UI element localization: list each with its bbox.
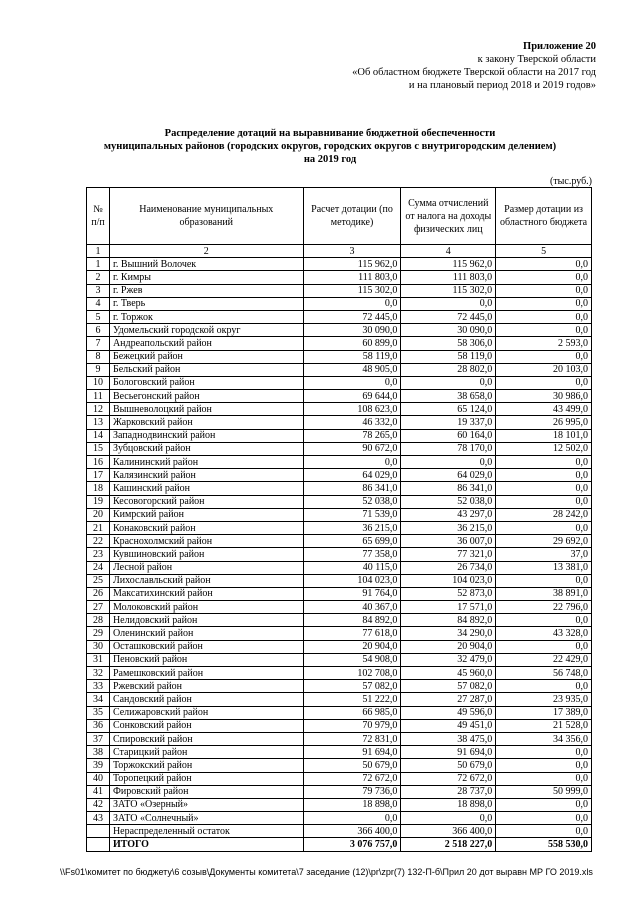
row-number: 29 [87, 627, 110, 640]
municipality-name: Фировский район [109, 785, 303, 798]
calc-value: 77 618,0 [303, 627, 401, 640]
grant-value: 2 593,0 [496, 337, 592, 350]
header-num: № п/п [87, 188, 110, 245]
tax-value: 84 892,0 [401, 614, 496, 627]
table-row [87, 601, 592, 614]
grant-value: 38 891,0 [496, 587, 592, 600]
row-number: 9 [87, 363, 110, 376]
tax-value: 49 451,0 [401, 719, 496, 732]
table-row [87, 442, 592, 455]
municipality-name: Осташковский район [109, 640, 303, 653]
tax-value: 36 215,0 [401, 521, 496, 534]
total-num [87, 838, 110, 851]
table-row [87, 390, 592, 403]
row-number: 8 [87, 350, 110, 363]
row-number: 18 [87, 482, 110, 495]
total-label: ИТОГО [109, 838, 303, 851]
row-number: 35 [87, 706, 110, 719]
municipality-name: Калининский район [109, 456, 303, 469]
grant-value: 43 499,0 [496, 403, 592, 416]
tax-value: 52 873,0 [401, 587, 496, 600]
calc-value: 57 082,0 [303, 680, 401, 693]
grant-value: 0,0 [496, 574, 592, 587]
municipality-name: Старицкий район [109, 746, 303, 759]
table-row [87, 535, 592, 548]
grant-value: 0,0 [496, 614, 592, 627]
tax-value: 52 038,0 [401, 495, 496, 508]
header-calc: Расчет дотации (по методике) [303, 188, 401, 245]
tax-value: 57 082,0 [401, 680, 496, 693]
grant-value: 0,0 [496, 495, 592, 508]
grant-value: 0,0 [496, 297, 592, 310]
tax-value: 0,0 [401, 376, 496, 389]
municipality-name: Западнодвинский район [109, 429, 303, 442]
calc-value: 0,0 [303, 297, 401, 310]
municipality-name: Селижаровский район [109, 706, 303, 719]
row-number: 6 [87, 324, 110, 337]
table-row [87, 548, 592, 561]
calc-value: 48 905,0 [303, 363, 401, 376]
row-number [87, 825, 110, 838]
row-number: 42 [87, 798, 110, 811]
grant-value: 22 796,0 [496, 601, 592, 614]
tax-value: 72 445,0 [401, 310, 496, 323]
tax-value: 17 571,0 [401, 601, 496, 614]
tax-value: 28 802,0 [401, 363, 496, 376]
municipality-name: г. Тверь [109, 297, 303, 310]
title-line: на 2019 год [303, 154, 357, 165]
tax-value: 104 023,0 [401, 574, 496, 587]
municipality-name: Калязинский район [109, 469, 303, 482]
calc-value: 54 908,0 [303, 653, 401, 666]
calc-value: 69 644,0 [303, 390, 401, 403]
municipality-name: Торжокский район [109, 759, 303, 772]
table-row [87, 614, 592, 627]
row-number: 17 [87, 469, 110, 482]
row-number: 21 [87, 521, 110, 534]
tax-value: 43 297,0 [401, 508, 496, 521]
table-row [87, 627, 592, 640]
appendix-number: Приложение 20 [523, 41, 596, 52]
calc-value: 115 962,0 [303, 258, 401, 271]
calc-value: 51 222,0 [303, 693, 401, 706]
table-row [87, 825, 592, 838]
row-number: 24 [87, 561, 110, 574]
row-number: 39 [87, 759, 110, 772]
table-row [87, 759, 592, 772]
row-number: 1 [87, 258, 110, 271]
grant-value: 0,0 [496, 258, 592, 271]
table-row [87, 403, 592, 416]
tax-value: 28 737,0 [401, 785, 496, 798]
appendix-line: «Об областном бюджете Тверской области на 2017 год [352, 67, 596, 78]
municipality-name: Лесной район [109, 561, 303, 574]
tax-value: 36 007,0 [401, 535, 496, 548]
grant-value: 0,0 [496, 798, 592, 811]
grant-value: 0,0 [496, 271, 592, 284]
tax-value: 45 960,0 [401, 667, 496, 680]
grant-value: 43 328,0 [496, 627, 592, 640]
grant-value: 29 692,0 [496, 535, 592, 548]
row-number: 36 [87, 719, 110, 732]
municipality-name: г. Кимры [109, 271, 303, 284]
calc-value: 50 679,0 [303, 759, 401, 772]
row-number: 32 [87, 667, 110, 680]
table-row [87, 350, 592, 363]
tax-value: 49 596,0 [401, 706, 496, 719]
table-row [87, 653, 592, 666]
table-row [87, 719, 592, 732]
row-number: 33 [87, 680, 110, 693]
calc-value: 46 332,0 [303, 416, 401, 429]
calc-value: 58 119,0 [303, 350, 401, 363]
row-number: 16 [87, 456, 110, 469]
table-row [87, 324, 592, 337]
table-row [87, 456, 592, 469]
municipality-name: Кашинский район [109, 482, 303, 495]
calc-value: 36 215,0 [303, 521, 401, 534]
grant-value: 18 101,0 [496, 429, 592, 442]
table-row [87, 746, 592, 759]
calc-value: 65 699,0 [303, 535, 401, 548]
municipality-name: Бежецкий район [109, 350, 303, 363]
table-row [87, 508, 592, 521]
table-row [87, 640, 592, 653]
row-number: 34 [87, 693, 110, 706]
calc-value: 40 367,0 [303, 601, 401, 614]
municipality-name: Нелидовский район [109, 614, 303, 627]
municipality-name: Ржевский район [109, 680, 303, 693]
row-number: 28 [87, 614, 110, 627]
municipality-name: ЗАТО «Озерный» [109, 798, 303, 811]
row-number: 25 [87, 574, 110, 587]
table-row [87, 812, 592, 825]
calc-value: 30 090,0 [303, 324, 401, 337]
table-row [87, 587, 592, 600]
grant-value: 0,0 [496, 772, 592, 785]
tax-value: 58 306,0 [401, 337, 496, 350]
tax-value: 19 337,0 [401, 416, 496, 429]
title-line: Распределение дотаций на выравнивание бюджетной обеспеченности [164, 128, 496, 139]
calc-value: 77 358,0 [303, 548, 401, 561]
tax-value: 58 119,0 [401, 350, 496, 363]
grant-value: 0,0 [496, 324, 592, 337]
column-number: 5 [496, 245, 592, 258]
row-number: 3 [87, 284, 110, 297]
table-row [87, 574, 592, 587]
municipality-name: ЗАТО «Солнечный» [109, 812, 303, 825]
appendix-line: к закону Тверской области [477, 54, 596, 65]
calc-value: 111 803,0 [303, 271, 401, 284]
grants-table [86, 187, 592, 852]
row-number: 15 [87, 442, 110, 455]
tax-value: 72 672,0 [401, 772, 496, 785]
grant-value: 0,0 [496, 640, 592, 653]
file-path-footer: \\Fs01\комитет по бюджету\6 созыв\Документы комитета\7 заседание (12)\pr\zpr(7) 132-П-б\Прил 20 дот выравн МР ГО 2019.xls [60, 867, 593, 877]
municipality-name: Весьегонский район [109, 390, 303, 403]
municipality-name: Жарковский район [109, 416, 303, 429]
header-grant: Размер дотации из областного бюджета [496, 188, 592, 245]
row-number: 20 [87, 508, 110, 521]
row-number: 2 [87, 271, 110, 284]
tax-value: 65 124,0 [401, 403, 496, 416]
table-row [87, 271, 592, 284]
municipality-name: Нераспределенный остаток [109, 825, 303, 838]
row-number: 40 [87, 772, 110, 785]
tax-value: 27 287,0 [401, 693, 496, 706]
table-row [87, 680, 592, 693]
calc-value: 91 764,0 [303, 587, 401, 600]
grant-value: 30 986,0 [496, 390, 592, 403]
grant-value: 0,0 [496, 812, 592, 825]
municipality-name: Пеновский район [109, 653, 303, 666]
total-grant: 558 530,0 [496, 838, 592, 851]
calc-value: 60 899,0 [303, 337, 401, 350]
title-line: муниципальных районов (городских округов, городских округов с внутригородским делением) [103, 141, 557, 152]
table-row [87, 706, 592, 719]
municipality-name: Бельский район [109, 363, 303, 376]
calc-value: 72 445,0 [303, 310, 401, 323]
table-row [87, 495, 592, 508]
grant-value: 0,0 [496, 482, 592, 495]
row-number: 26 [87, 587, 110, 600]
tax-value: 60 164,0 [401, 429, 496, 442]
table-row [87, 785, 592, 798]
calc-value: 79 736,0 [303, 785, 401, 798]
tax-value: 115 962,0 [401, 258, 496, 271]
table-header-row [87, 188, 592, 245]
table-row [87, 310, 592, 323]
table-row [87, 772, 592, 785]
tax-value: 111 803,0 [401, 271, 496, 284]
municipality-name: Лихославльский район [109, 574, 303, 587]
row-number: 37 [87, 732, 110, 745]
table-row [87, 429, 592, 442]
calc-value: 90 672,0 [303, 442, 401, 455]
table-row [87, 732, 592, 745]
grant-value: 0,0 [496, 759, 592, 772]
municipality-name: Спировский район [109, 732, 303, 745]
grant-value: 17 389,0 [496, 706, 592, 719]
tax-value: 115 302,0 [401, 284, 496, 297]
calc-value: 0,0 [303, 376, 401, 389]
grant-value: 0,0 [496, 746, 592, 759]
calc-value: 104 023,0 [303, 574, 401, 587]
municipality-name: г. Ржев [109, 284, 303, 297]
table-row [87, 798, 592, 811]
municipality-name: Бологовский район [109, 376, 303, 389]
calc-value: 91 694,0 [303, 746, 401, 759]
tax-value: 18 898,0 [401, 798, 496, 811]
grant-value: 0,0 [496, 310, 592, 323]
calc-value: 64 029,0 [303, 469, 401, 482]
document-title [60, 127, 600, 166]
grant-value: 0,0 [496, 284, 592, 297]
calc-value: 72 831,0 [303, 732, 401, 745]
column-number: 4 [401, 245, 496, 258]
grant-value: 0,0 [496, 376, 592, 389]
municipality-name: Андреапольский район [109, 337, 303, 350]
municipality-name: Кесовогорский район [109, 495, 303, 508]
table-row [87, 482, 592, 495]
grant-value: 0,0 [496, 521, 592, 534]
row-number: 4 [87, 297, 110, 310]
grant-value: 13 381,0 [496, 561, 592, 574]
row-number: 43 [87, 812, 110, 825]
grant-value: 0,0 [496, 350, 592, 363]
table-row [87, 363, 592, 376]
calc-value: 66 985,0 [303, 706, 401, 719]
grant-value: 12 502,0 [496, 442, 592, 455]
municipality-name: г. Вышний Волочек [109, 258, 303, 271]
row-number: 12 [87, 403, 110, 416]
column-number: 2 [109, 245, 303, 258]
tax-value: 77 321,0 [401, 548, 496, 561]
table-row [87, 297, 592, 310]
municipality-name: Оленинский район [109, 627, 303, 640]
row-number: 27 [87, 601, 110, 614]
tax-value: 0,0 [401, 297, 496, 310]
municipality-name: Кувшиновский район [109, 548, 303, 561]
header-tax: Сумма отчислений от налога на доходы физических лиц [401, 188, 496, 245]
calc-value: 86 341,0 [303, 482, 401, 495]
grant-value: 0,0 [496, 456, 592, 469]
municipality-name: Зубцовский район [109, 442, 303, 455]
calc-value: 70 979,0 [303, 719, 401, 732]
tax-value: 0,0 [401, 456, 496, 469]
grant-value: 20 103,0 [496, 363, 592, 376]
municipality-name: Удомельский городской округ [109, 324, 303, 337]
total-calc: 3 076 757,0 [303, 838, 401, 851]
municipality-name: Краснохолмский район [109, 535, 303, 548]
grant-value: 28 242,0 [496, 508, 592, 521]
tax-value: 64 029,0 [401, 469, 496, 482]
municipality-name: Сонковский район [109, 719, 303, 732]
grant-value: 37,0 [496, 548, 592, 561]
tax-value: 0,0 [401, 812, 496, 825]
calc-value: 40 115,0 [303, 561, 401, 574]
grant-value: 0,0 [496, 825, 592, 838]
calc-value: 52 038,0 [303, 495, 401, 508]
calc-value: 71 539,0 [303, 508, 401, 521]
row-number: 10 [87, 376, 110, 389]
column-number: 1 [87, 245, 110, 258]
row-number: 5 [87, 310, 110, 323]
grant-value: 0,0 [496, 469, 592, 482]
grant-value: 26 995,0 [496, 416, 592, 429]
grant-value: 0,0 [496, 680, 592, 693]
row-number: 19 [87, 495, 110, 508]
calc-value: 115 302,0 [303, 284, 401, 297]
table-row [87, 416, 592, 429]
municipality-name: Молоковский район [109, 601, 303, 614]
calc-value: 72 672,0 [303, 772, 401, 785]
tax-value: 86 341,0 [401, 482, 496, 495]
tax-value: 78 170,0 [401, 442, 496, 455]
table-body [87, 258, 592, 838]
tax-value: 32 479,0 [401, 653, 496, 666]
row-number: 30 [87, 640, 110, 653]
municipality-name: Максатихинский район [109, 587, 303, 600]
table-row [87, 284, 592, 297]
total-tax: 2 518 227,0 [401, 838, 496, 851]
row-number: 22 [87, 535, 110, 548]
table-row [87, 376, 592, 389]
calc-value: 366 400,0 [303, 825, 401, 838]
row-number: 31 [87, 653, 110, 666]
municipality-name: Рамешковский район [109, 667, 303, 680]
column-number: 3 [303, 245, 401, 258]
grant-value: 56 748,0 [496, 667, 592, 680]
tax-value: 91 694,0 [401, 746, 496, 759]
calc-value: 18 898,0 [303, 798, 401, 811]
municipality-name: Конаковский район [109, 521, 303, 534]
grant-value: 21 528,0 [496, 719, 592, 732]
calc-value: 84 892,0 [303, 614, 401, 627]
municipality-name: Кимрский район [109, 508, 303, 521]
table-row [87, 561, 592, 574]
municipality-name: Вышневолоцкий район [109, 403, 303, 416]
grant-value: 23 935,0 [496, 693, 592, 706]
calc-value: 108 623,0 [303, 403, 401, 416]
units-label: (тыс.руб.) [549, 176, 592, 187]
row-number: 41 [87, 785, 110, 798]
tax-value: 50 679,0 [401, 759, 496, 772]
calc-value: 102 708,0 [303, 667, 401, 680]
calc-value: 20 904,0 [303, 640, 401, 653]
table-row [87, 258, 592, 271]
tax-value: 366 400,0 [401, 825, 496, 838]
table-row [87, 469, 592, 482]
row-number: 38 [87, 746, 110, 759]
row-number: 23 [87, 548, 110, 561]
row-number: 13 [87, 416, 110, 429]
tax-value: 20 904,0 [401, 640, 496, 653]
table-row [87, 521, 592, 534]
calc-value: 0,0 [303, 812, 401, 825]
municipality-name: Торопецкий район [109, 772, 303, 785]
tax-value: 38 475,0 [401, 732, 496, 745]
municipality-name: г. Торжок [109, 310, 303, 323]
row-number: 7 [87, 337, 110, 350]
calc-value: 78 265,0 [303, 429, 401, 442]
tax-value: 38 658,0 [401, 390, 496, 403]
table-row [87, 337, 592, 350]
table-row [87, 667, 592, 680]
municipality-name: Сандовский район [109, 693, 303, 706]
tax-value: 34 290,0 [401, 627, 496, 640]
row-number: 14 [87, 429, 110, 442]
appendix-header [352, 40, 596, 92]
header-name: Наименование муниципальных образований [109, 188, 303, 245]
tax-value: 26 734,0 [401, 561, 496, 574]
table-row [87, 693, 592, 706]
calc-value: 0,0 [303, 456, 401, 469]
grant-value: 50 999,0 [496, 785, 592, 798]
tax-value: 30 090,0 [401, 324, 496, 337]
grant-value: 34 356,0 [496, 732, 592, 745]
grant-value: 22 429,0 [496, 653, 592, 666]
column-number-row [87, 245, 592, 258]
row-number: 11 [87, 390, 110, 403]
total-row [87, 838, 592, 851]
appendix-line: и на плановый период 2018 и 2019 годов» [408, 80, 596, 91]
